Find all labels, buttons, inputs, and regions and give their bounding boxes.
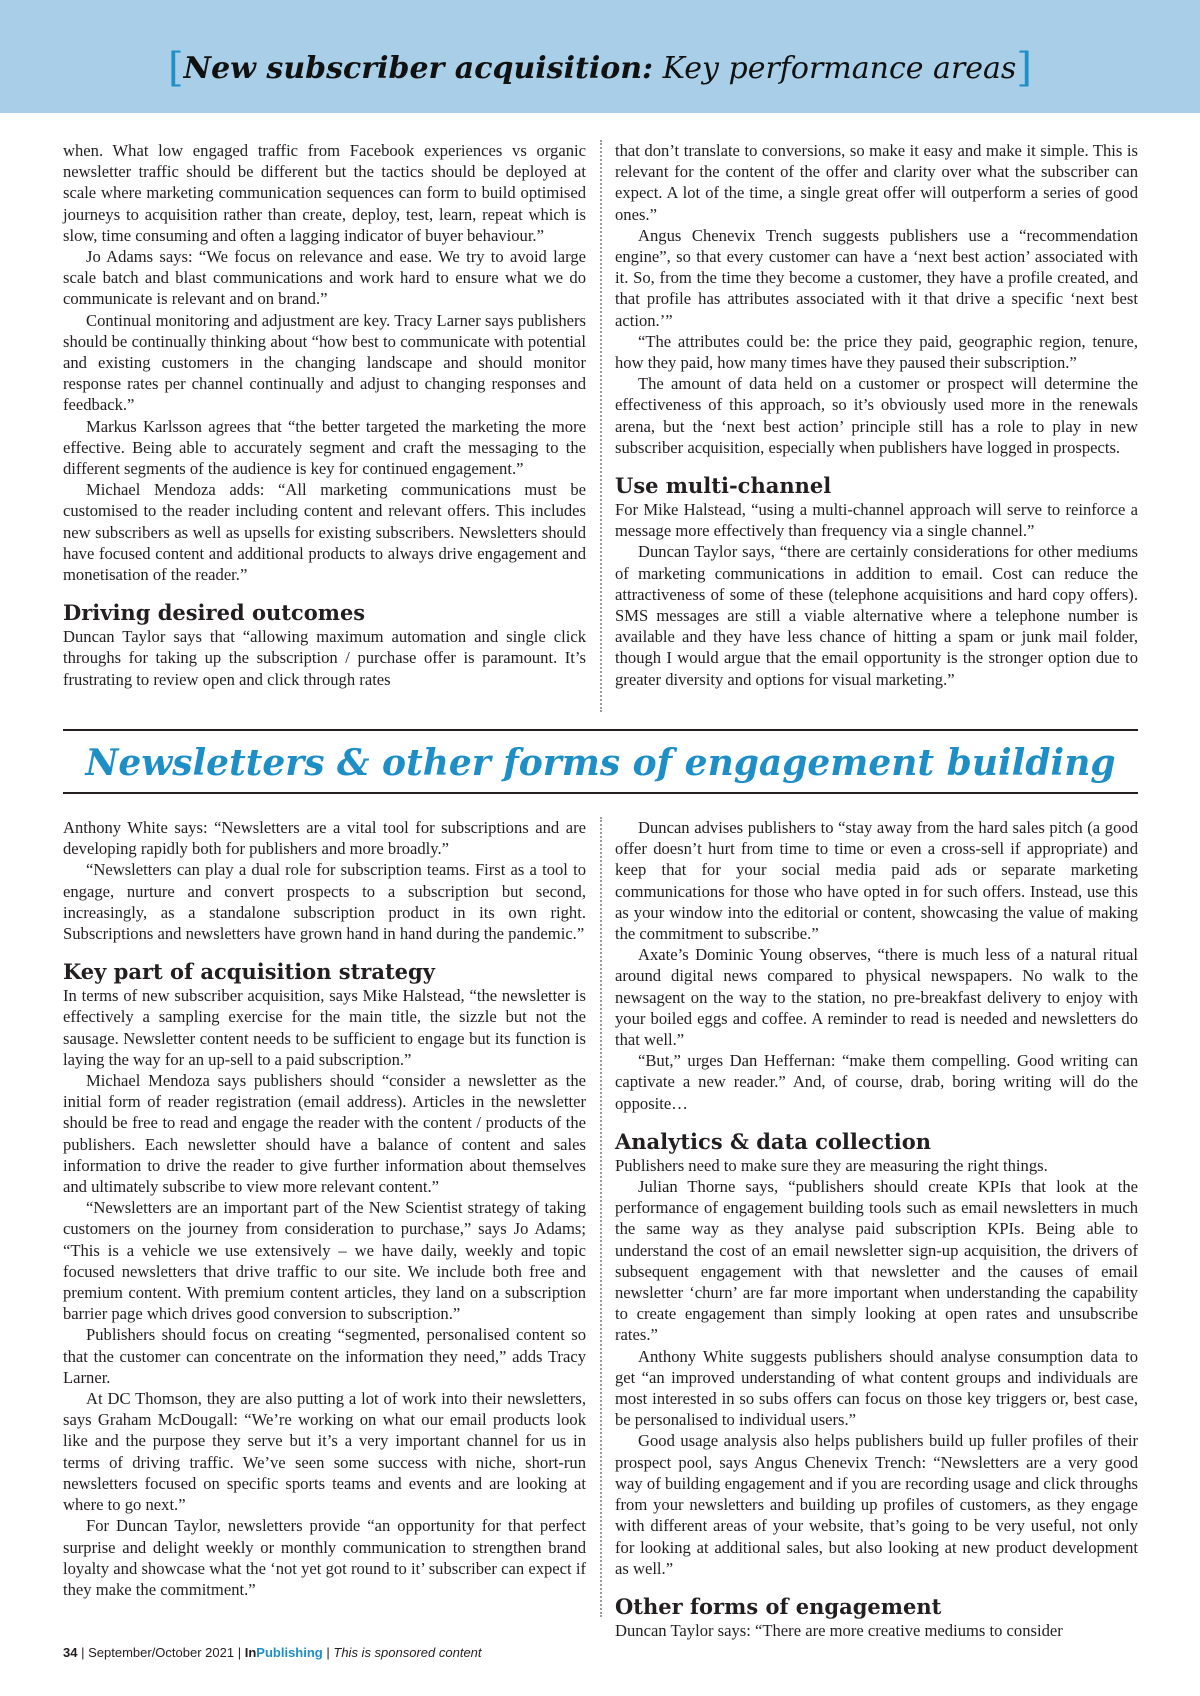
- issue-date: September/October 2021: [88, 1645, 235, 1660]
- paragraph: Duncan advises publishers to “stay away from the hard sales pitch (a good offer doesn’t hurt from time to time or even a cross-sell if appropriate) and keep that for your social media paid ads or separate marketing communications for those who have opted in for such offers. Instead, use this as your window into the editorial or content, showcasing the value of making the commitment to subscribe.”: [615, 818, 1138, 944]
- footer-separator: |: [326, 1645, 330, 1660]
- publication-logo: [245, 1645, 323, 1660]
- paragraph: Publishers should focus on creating “segmented, personalised content so that the customer can concentrate on the information they need,” adds Tracy Larner.: [63, 1325, 586, 1387]
- paragraph: The amount of data held on a customer or prospect will determine the effectiveness of this approach, so it’s obviously used more in the renewals arena, but the ‘next best action’ principle still has a role to play in new subscriber acquisition, especially when publishers have logged in prospects.: [615, 374, 1138, 457]
- page-number: 34: [63, 1645, 78, 1660]
- bottom-right-column: [615, 817, 1138, 1641]
- brand-publishing: Publishing: [256, 1645, 323, 1660]
- paragraph: Duncan Taylor says: “There are more creative mediums to consider: [615, 1620, 1063, 1640]
- column-divider-top: [600, 140, 602, 712]
- paragraph: In terms of new subscriber acquisition, says Mike Halstead, “the newsletter is effectively a sampling exercise for the main title, the sizzle but not the sausage. Newsletter content needs to be sufficient to engage but its function is laying the way for an up-sell to a paid subscription.”: [63, 986, 586, 1069]
- paragraph: Markus Karlsson agrees that “the better targeted the marketing the more effective. Being able to accurately segment and craft the messaging to the different segments of the audience is key for continued engagement.”: [63, 416, 586, 479]
- paragraph: Axate’s Dominic Young observes, “there is much less of a natural ritual around digital news compared to physical newspapers. No walk to the newsagent on the way to the station, no pre-breakfast delivery to enjoy with your boiled eggs and coffee. A reminder to read is needed and newsletters do that well.”: [615, 945, 1138, 1050]
- paragraph: Publishers need to make sure they are measuring the right things.: [615, 1155, 1048, 1175]
- subheading-driving-desired-outcomes: Driving desired outcomes: [63, 600, 366, 626]
- paragraph: Anthony White says: “Newsletters are a vital tool for subscriptions and are developing rapidly both for publishers and more broadly.”: [63, 818, 586, 859]
- paragraph: Duncan Taylor says that “allowing maximum automation and single click throughs for taking up the subscription / purchase offer is paramount. It’s frustrating to review open and click through rates: [63, 627, 586, 689]
- top-right-column: [615, 140, 1138, 690]
- page-footer: [63, 1644, 482, 1662]
- paragraph: Michael Mendoza says publishers should “consider a newsletter as the initial form of reader registration (email address). Articles in the newsletter should be free to read and engage the reader with the content / products of the publishers. Each newsletter should have a balance of content and sales information to drive the reader to give further information about themselves and ultimately subscribe to view more relevant content.”: [63, 1071, 586, 1197]
- paragraph: “Newsletters are an important part of the New Scientist strategy of taking customers on the journey from consideration to purchase,” says Jo Adams; “This is a vehicle we use extensively – we have daily, weekly and topic focused newsletters that drive traffic to our site. We include both free and premium content. With premium content articles, they land on a subscription barrier page which drives good conversion to subscription.”: [63, 1198, 586, 1324]
- sponsored-note: This is sponsored content: [333, 1645, 482, 1660]
- paragraph: when. What low engaged traffic from Facebook experiences vs organic newsletter traffic should be different but the tactics should be deployed at scale where marketing communication sequences can form to build optimised journeys to acquisition rather than create, deploy, test, learn, repeat which is slow, time consuming and often a lagging indicator of buyer behaviour.”: [63, 141, 586, 245]
- header-banner: [0, 0, 1200, 113]
- paragraph: Michael Mendoza adds: “All marketing communications must be customised to the reader including content and relevant offers. This includes new subscribers as well as upsells for existing subscribers. Newsletters should have focused content and additional products to always drive engagement and monetisation of the reader.”: [63, 480, 586, 585]
- paragraph: Julian Thorne says, “publishers should create KPIs that look at the performance of engagement building tools such as email newsletters in much the same way as they analyse paid subscription KPIs. Being able to understand the cost of an email newsletter sign-up acquisition, the drivers of subsequent engagement with that newsletter and the causes of email newsletter ‘churn’ are far more important when understanding the capability to create engagement than simply looking at open rates and unsubscribe rates.”: [615, 1177, 1138, 1345]
- header-title-italic: Key performance areas: [662, 51, 1017, 86]
- paragraph: that don’t translate to conversions, so make it easy and make it simple. This is relevant for the content of the offer and clarity over what the subscriber can expect. A lot of the time, a single great offer will outperform a series of good ones.”: [615, 141, 1138, 224]
- brand-in: In: [244, 1645, 257, 1660]
- bottom-left-column: [63, 817, 586, 1600]
- page-header-title: [0, 45, 1200, 91]
- section-rule-bottom: [63, 792, 1138, 794]
- subheading-other-forms-of-engagement: Other forms of engagement: [615, 1593, 942, 1619]
- paragraph: For Mike Halstead, “using a multi-channel approach will serve to reinforce a message more effectively than frequency via a single channel.”: [615, 500, 1138, 541]
- paragraph: Anthony White suggests publishers should analyse consumption data to get “an improved understanding of what content groups and individuals are most interested in so subs offers can focus on those key triggers or, best case, be personalised to individual users.”: [615, 1346, 1138, 1430]
- paragraph: “The attributes could be: the price they paid, geographic region, tenure, how they paid, how many times have they paused their subscription.”: [615, 331, 1138, 373]
- header-title-bold: New subscriber acquisition:: [183, 51, 654, 86]
- paragraph: Duncan Taylor says, “there are certainly considerations for other mediums of marketing communications in addition to email. Cost can reduce the attractiveness of some of these (telephone acquisitions and hard copy offers). SMS messages are still a viable alternative where a telephone number is available and they have less chance of hitting a spam or junk mail folder, though I would argue that the email opportunity is the stronger option due to greater diversity and options for visual marketing.”: [615, 542, 1138, 689]
- paragraph: Angus Chenevix Trench suggests publishers use a “recommendation engine”, so that every customer can have a ‘next best action’ associated with it. So, from the time they become a customer, they have a profile created, and that profile has attributes associated with it that drive a specific ‘next best action.’”: [615, 225, 1138, 330]
- open-bracket: [: [168, 45, 184, 91]
- subheading-key-part-of-acquisition-strategy: Key part of acquisition strategy: [63, 959, 435, 985]
- paragraph: Good usage analysis also helps publishers build up fuller profiles of their prospect pool, says Angus Chenevix Trench: “Newsletters are a very good way of building engagement and if you are recording usage and click throughs from your newsletters and building up profiles of customers, as they engage with different areas of your website, that’s going to be very useful, not only for looking at additional sales, but also looking at new product development as well.”: [615, 1431, 1138, 1578]
- top-left-column: [63, 140, 586, 690]
- column-divider-bottom: [600, 817, 602, 1617]
- subheading-use-multi-channel: Use multi-channel: [615, 473, 832, 499]
- subheading-analytics-data-collection: Analytics & data collection: [615, 1128, 931, 1154]
- footer-separator: |: [81, 1645, 85, 1660]
- close-bracket: ]: [1016, 45, 1032, 91]
- section-rule-top: [63, 729, 1138, 731]
- paragraph: “But,” urges Dan Heffernan: “make them compelling. Good writing can captivate a new reader.” And, of course, drab, boring writing will do the opposite…: [615, 1051, 1138, 1113]
- footer-separator: |: [237, 1645, 242, 1660]
- paragraph: For Duncan Taylor, newsletters provide “an opportunity for that perfect surprise and delight weekly or monthly communication to strengthen brand loyalty and showcase what the ‘not yet got round to it’ subscriber can expect if they make the commitment.”: [63, 1516, 586, 1599]
- section-title: Newsletters & other forms of engagement building: [85, 742, 1116, 784]
- paragraph: “Newsletters can play a dual role for subscription teams. First as a tool to engage, nurture and convert prospects to a subscription but second, increasingly, as a standalone subscription product in its own right. Subscriptions and newsletters have grown hand in hand during the pandemic.”: [63, 860, 586, 944]
- paragraph: Continual monitoring and adjustment are key. Tracy Larner says publishers should be continually thinking about “how best to communicate with potential and existing customers in the changing landscape and should monitor response rates per channel continually and adjust to changing responses and feedback.”: [63, 310, 586, 415]
- paragraph: Jo Adams says: “We focus on relevance and ease. We try to avoid large scale batch and blast communications and work hard to ensure what we do communicate is relevant and on brand.”: [63, 247, 586, 309]
- paragraph: At DC Thomson, they are also putting a lot of work into their newsletters, says Graham McDougall: “We’re working on what our email products look like and the purpose they serve but it’s a very important channel for us in terms of driving traffic. We’ve seen some success with niche, short-run newsletters focused on specific sports teams and events and are looking at where to go next.”: [63, 1389, 586, 1515]
